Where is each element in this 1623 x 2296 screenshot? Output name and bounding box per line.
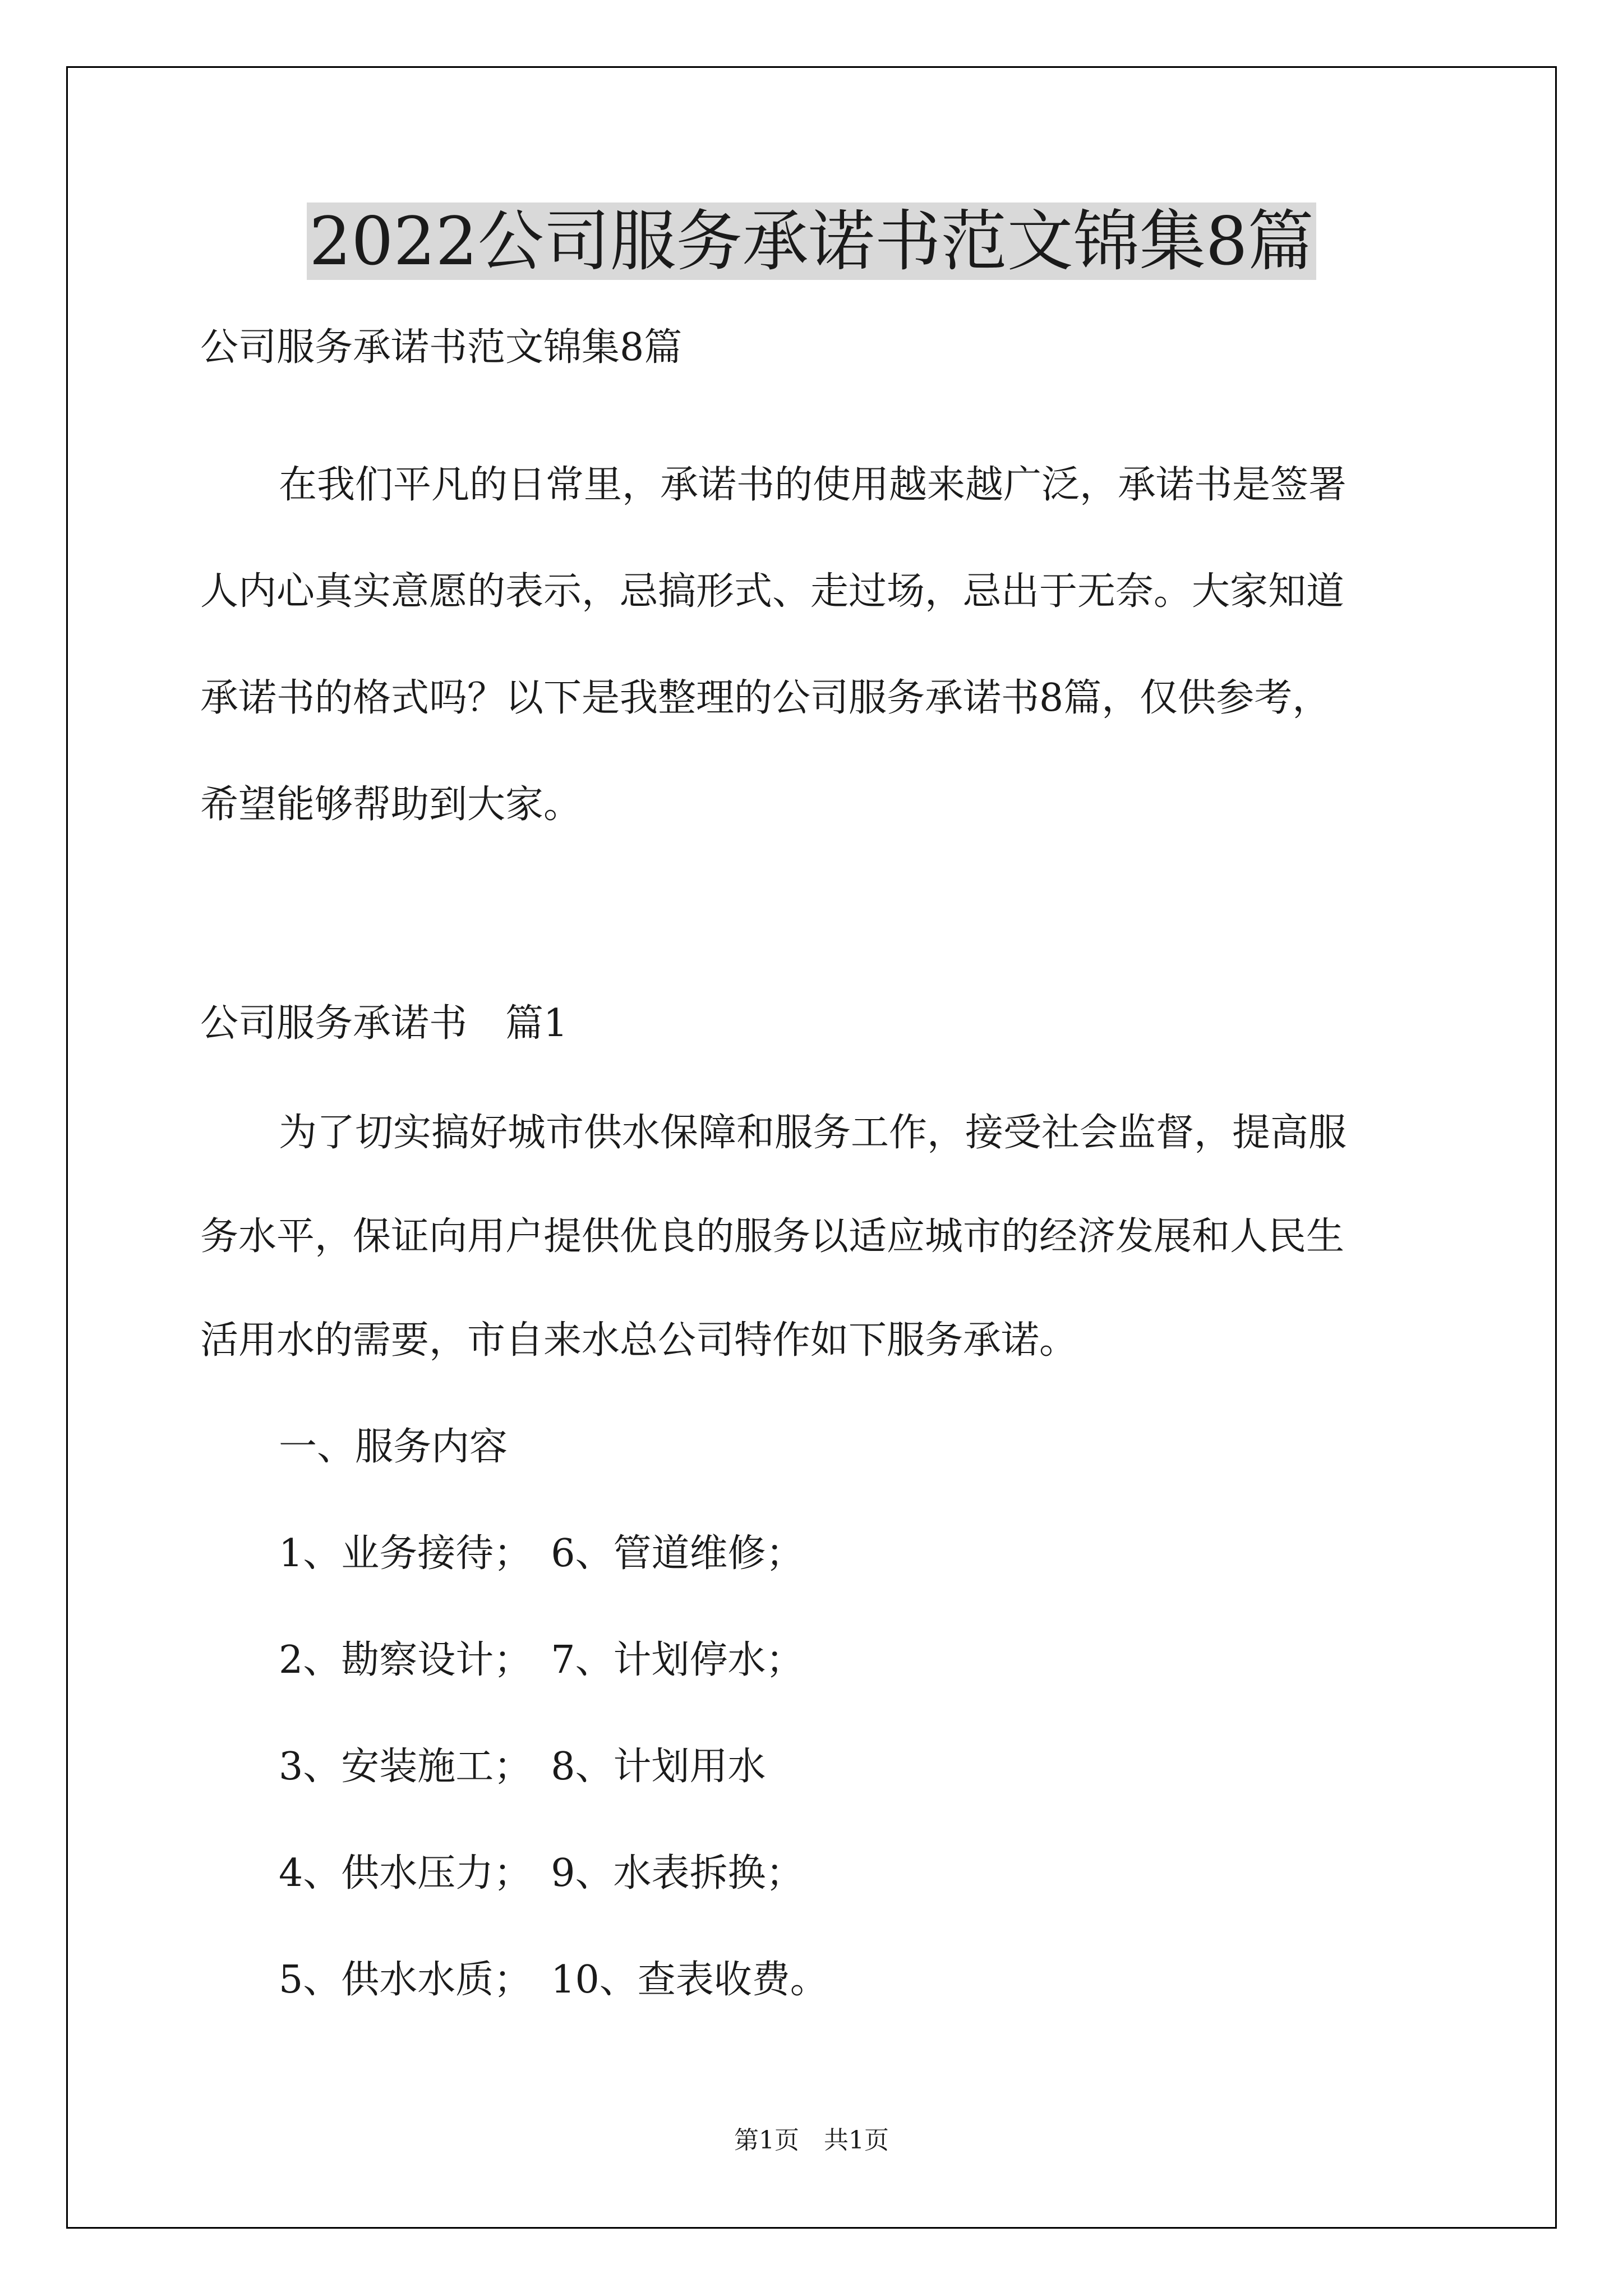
section-paragraph-line: 为了切实搞好城市供水保障和服务工作，接受社会监督，提高服: [279, 1111, 1347, 1155]
section-paragraph-line: 务水平，保证向用户提供优良的服务以适应城市的经济发展和人民生: [200, 1214, 1345, 1259]
service-item: 1、业务接待； 6、管道维修；: [279, 1531, 804, 1576]
service-heading: 一、服务内容: [279, 1425, 508, 1469]
service-item: 2、勘察设计； 7、计划停水；: [279, 1638, 804, 1682]
document-subtitle: 公司服务承诺书范文锦集8篇: [200, 325, 683, 370]
document-title: [0, 199, 1623, 283]
service-item: 3、安装施工； 8、计划用水: [279, 1745, 766, 1789]
intro-line: 希望能够帮助到大家。: [200, 783, 582, 827]
section-paragraph-line: 活用水的需要，市自来水总公司特作如下服务承诺。: [200, 1318, 1078, 1363]
intro-line: 承诺书的格式吗？以下是我整理的公司服务承诺书8篇，仅供参考，: [200, 676, 1331, 720]
intro-line: 在我们平凡的日常里，承诺书的使用越来越广泛，承诺书是签署: [279, 463, 1347, 507]
intro-line: 人内心真实意愿的表示，忌搞形式、走过场，忌出于无奈。大家知道: [200, 569, 1345, 614]
section-heading: 公司服务承诺书 篇1: [200, 1001, 568, 1046]
service-item: 5、供水水质； 10、查表收费。: [279, 1958, 828, 2002]
service-item: 4、供水压力； 9、水表拆换；: [279, 1851, 804, 1895]
page-number-footer: 第1页 共1页: [734, 2126, 889, 2155]
document-title-text: 2022公司服务承诺书范文锦集8篇: [307, 203, 1316, 280]
